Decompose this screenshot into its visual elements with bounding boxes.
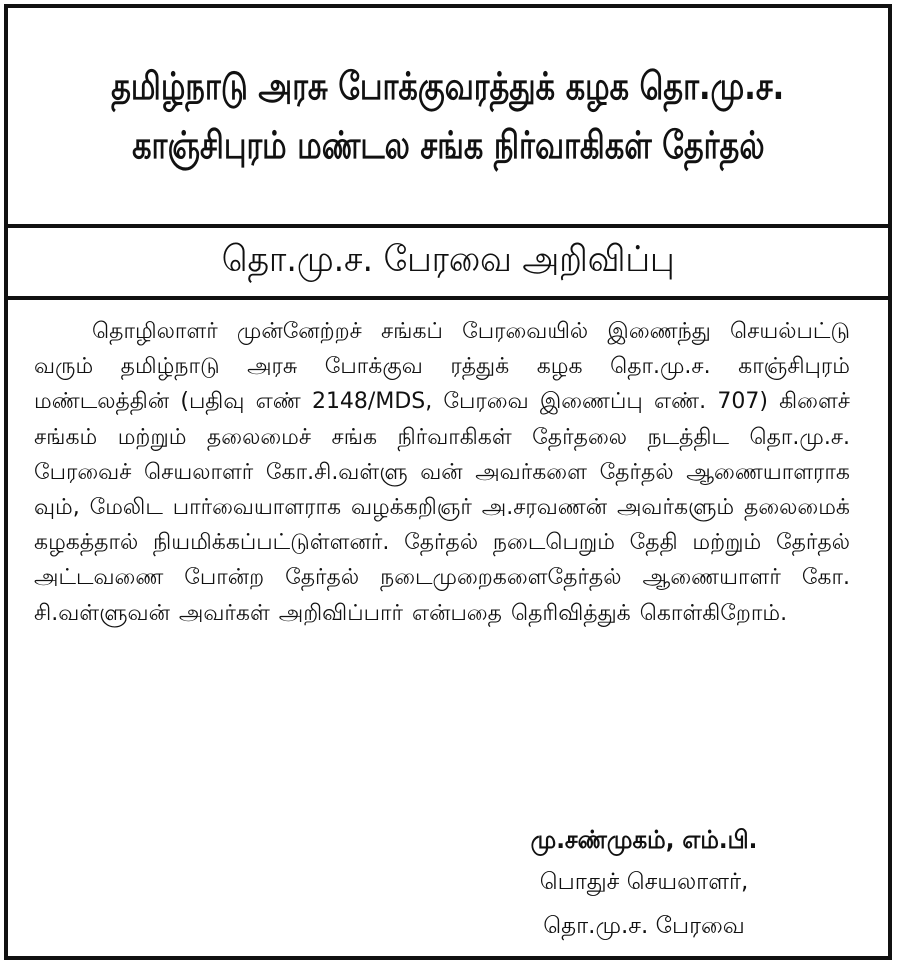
signatory-name: மு.சண்முகம், எம்.பி. — [530, 825, 758, 854]
signature-block — [434, 820, 854, 948]
signatory-organization: தொ.மு.ச. பேரவை — [543, 913, 745, 939]
headline-line-1: தமிழ்நாடு அரசு போக்குவரத்துக் கழக தொ.மு.ச. — [111, 64, 785, 109]
announcement-body: தொழிலாளர் முன்னேற்றச் சங்கப் பேரவையில் இணைந்து செயல்பட்டு வரும் தமிழ்நாடு அரசு போக்குவ ரத்துக் கழக தொ.மு.ச. காஞ்சிபுரம் மண்டலத்தின் (பதிவு எண் 2148/MDS, பேரவை இணைப்பு எண். 707) கிளைச் சங்கம் மற்றும் தலைமைச் சங்க நிர்வாகிகள் தேர்தலை நடத்திட தொ.மு.ச. பேரவைச் செயலாளர் கோ.சி.வள்ளு வன் அவர்களை தேர்தல் ஆணையாளராக வும், மேலிட பார்வையாளராக வழக்கறிஞர் அ.சரவணன் அவர்களும் தலைமைக் கழகத்தால் நியமிக்கப்பட்டுள்ளனர். தேர்தல் நடைபெறும் தேதி மற்றும் தேர்தல் அட்டவணை போன்ற தேர்தல் நடைமுறைகளைதேர்தல் ஆணையாளர் கோ. சி.வள்ளுவன் அவர்கள் அறிவிப்பார் என்பதை தெரிவித்துக் கொள்கிறோம். — [34, 319, 850, 626]
subheading-box — [8, 228, 888, 300]
notice-frame — [4, 4, 892, 960]
signatory-designation: பொதுச் செயலாளர், — [539, 869, 749, 895]
headline-line-2: காஞ்சிபுரம் மண்டல சங்க நிர்வாகிகள் தேர்தல் — [131, 123, 765, 167]
headline-box — [8, 8, 888, 228]
subheading: தொ.மு.ச. பேரவை அறிவிப்பு — [221, 239, 675, 280]
